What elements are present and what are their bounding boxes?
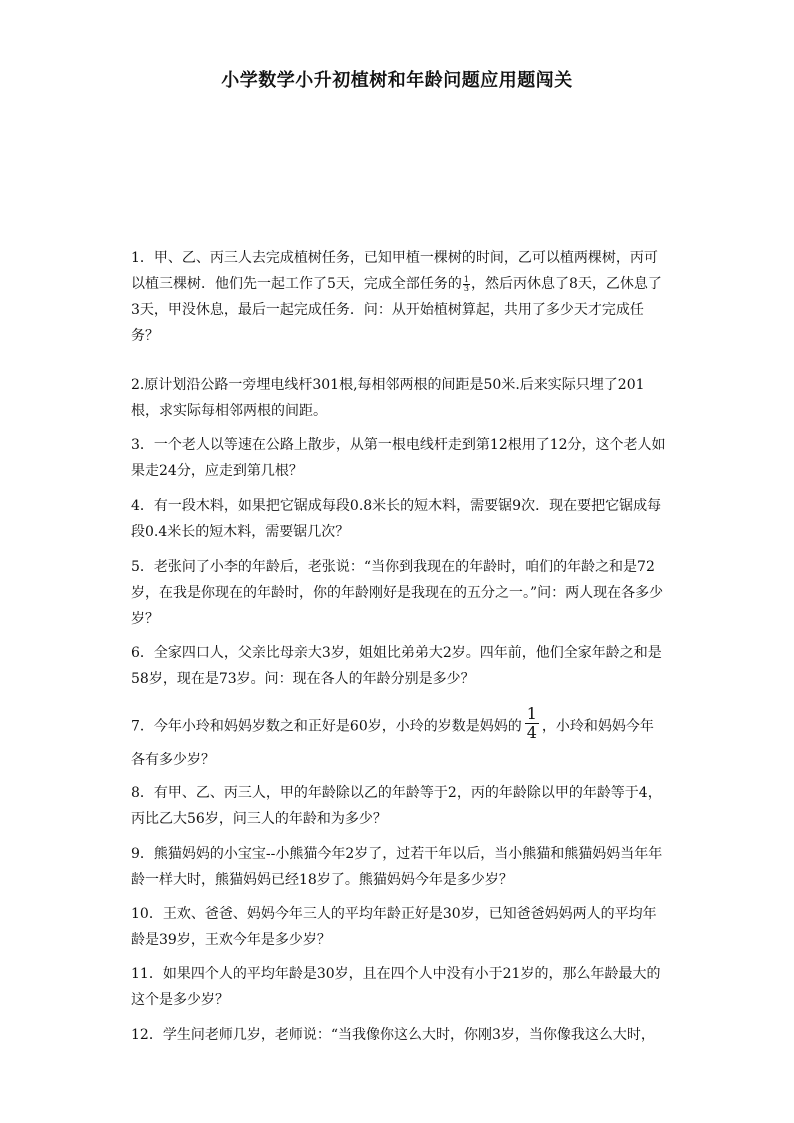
fraction-one-third: $\frac{1}{3}$ — [463, 274, 469, 293]
question-7-text-after: ，小玲和妈妈今年各有多少岁？ — [131, 718, 654, 768]
question-5: 5．老张问了小李的年龄后，老张说：“当你到我现在的年龄时，咱们的年龄之和是72岁，在我是你现在的年龄时，你的年龄刚好是我现在的五分之一。”问：两人现在各多少岁？ — [131, 559, 664, 627]
question-9: 9．熊猫妈妈的小宝宝--小熊猫今年2岁了，过若干年以后，当小熊猫和熊猫妈妈当年年龄一样大时，熊猫妈妈已经18岁了。熊猫妈妈今年是多少岁？ — [131, 846, 663, 888]
question-8: 8．有甲、乙、丙三人，甲的年龄除以乙的年龄等于2，丙的年龄除以甲的年龄等于4，丙比乙大56岁，问三人的年龄和为多少？ — [131, 785, 662, 827]
question-3: 3．一个老人以等速在公路上散步，从第一根电线杆走到第12根用了12分，这个老人如果走24分，应走到第几根？ — [131, 437, 666, 479]
question-2: 2.原计划沿公路一旁埋电线杆301根,每相邻两根的间距是50米.后来实际只埋了201根，求实际每相邻两根的间距。 — [131, 377, 645, 419]
question-4: 4．有一段木料，如果把它锯成每段0.8米长的短木料，需要锯9次．现在要把它锯成每段0.4米长的短木料，需要锯几次？ — [131, 498, 662, 540]
question-12: 12．学生问老师几岁，老师说：“当我像你这么大时，你刚3岁，当你像我这么大时， — [131, 1027, 655, 1043]
question-7 — [131, 704, 667, 775]
question-1-text-before: 1．甲、乙、丙三人去完成植树任务，已知甲植一棵树的时间，乙可以植两棵树，丙可以植三棵树．他们先一起工作了5天，完成全部任务的 — [131, 250, 658, 292]
question-11: 11．如果四个人的平均年龄是30岁，且在四个人中没有小于21岁的，那么年龄最大的这个是多少岁？ — [131, 966, 661, 1008]
question-1-text-after: ，然后丙休息了8天，乙休息了3天，甲没休息，最后一起完成任务．问：从开始植树算起，共用了多少天才完成任务？ — [131, 276, 662, 344]
question-6: 6．全家四口人，父亲比母亲大3岁，姐姐比弟弟大2岁。四年前，他们全家年龄之和是58岁，现在是73岁。问：现在各人的年龄分别是多少？ — [131, 645, 662, 687]
question-7-text-before: 7．今年小玲和妈妈岁数之和正好是60岁，小玲的岁数是妈妈的 — [131, 718, 522, 735]
question-1 — [131, 245, 667, 349]
page-title: 小学数学小升初植树和年龄问题应用题闯关 — [221, 70, 573, 91]
question-10: 10．王欢、爸爸、妈妈今年三人的平均年龄正好是30岁，已知爸爸妈妈两人的平均年龄是39岁，王欢今年是多少岁？ — [131, 906, 657, 948]
fraction-one-quarter: $\frac{1}{4}$ — [526, 704, 537, 742]
